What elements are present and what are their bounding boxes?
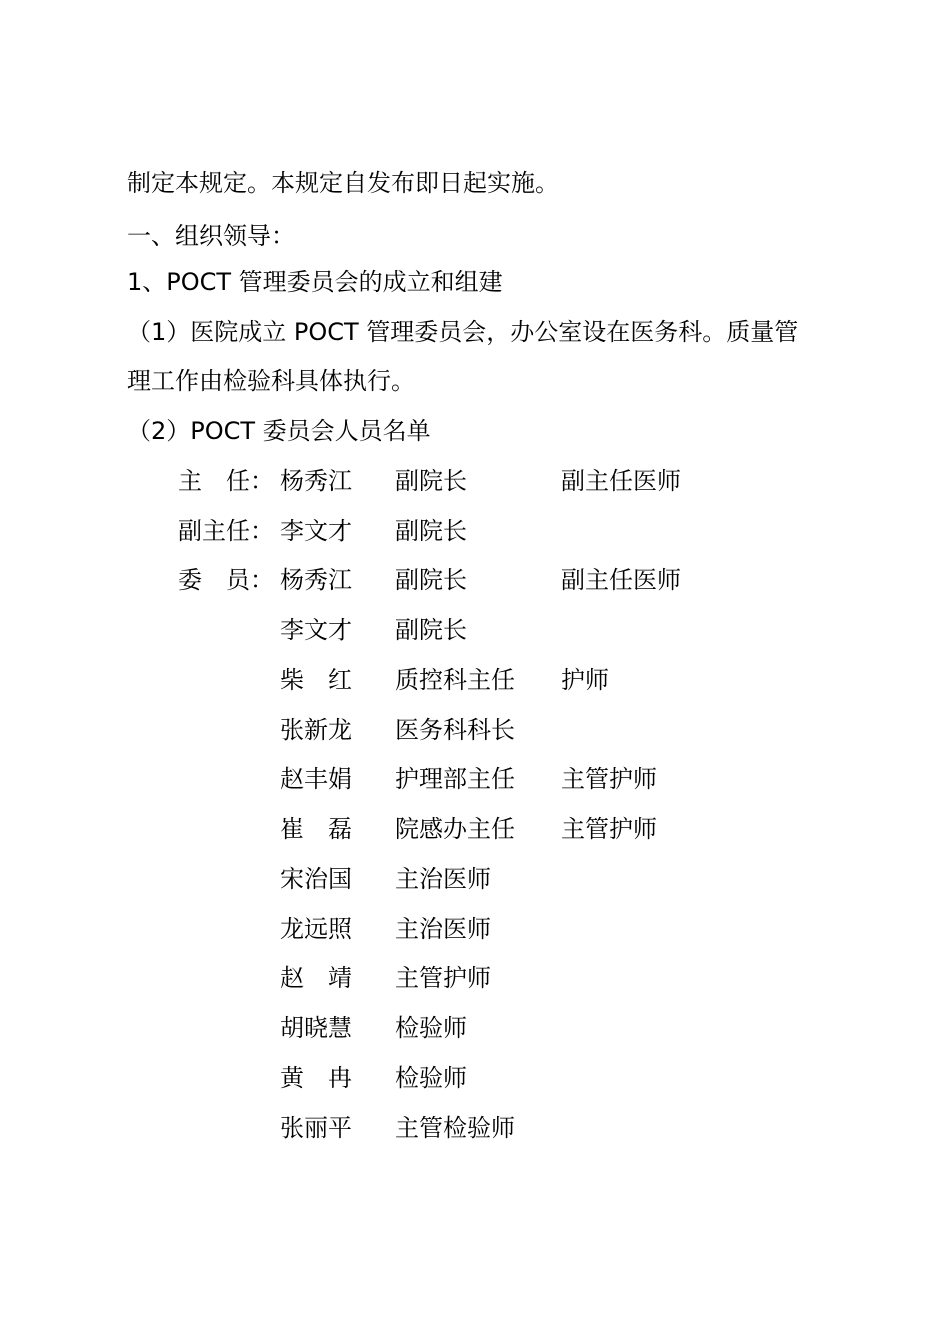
member-position: 主治医师 bbox=[395, 865, 491, 893]
member-title: 主管护师 bbox=[561, 815, 657, 843]
member-row bbox=[0, 1111, 950, 1145]
member-position: 副院长 bbox=[395, 566, 467, 594]
member-name: 赵丰娟 bbox=[280, 765, 352, 793]
member-position: 护理部主任 bbox=[395, 765, 515, 793]
member-role: 副主任： bbox=[178, 517, 274, 545]
member-row bbox=[0, 961, 950, 995]
member-name: 李文才 bbox=[280, 517, 352, 545]
paragraph-2-heading: （2）POCT 委员会人员名单 bbox=[127, 417, 431, 445]
member-title: 主管护师 bbox=[561, 765, 657, 793]
member-position: 质控科主任 bbox=[395, 666, 515, 694]
member-row bbox=[0, 1011, 950, 1045]
member-name: 张新龙 bbox=[280, 716, 352, 744]
subsection-heading: 1、POCT 管理委员会的成立和组建 bbox=[127, 268, 503, 296]
member-position: 副院长 bbox=[395, 517, 467, 545]
member-position: 主管检验师 bbox=[395, 1114, 515, 1142]
member-row bbox=[0, 862, 950, 896]
member-position: 检验师 bbox=[395, 1064, 467, 1092]
member-name: 宋治国 bbox=[280, 865, 352, 893]
member-position: 副院长 bbox=[395, 616, 467, 644]
member-row bbox=[0, 812, 950, 846]
member-position: 主管护师 bbox=[395, 964, 491, 992]
member-position: 主治医师 bbox=[395, 915, 491, 943]
member-name: 杨秀江 bbox=[280, 467, 352, 495]
member-name: 张丽平 bbox=[280, 1114, 352, 1142]
member-title: 副主任医师 bbox=[561, 566, 681, 594]
member-name: 龙远照 bbox=[280, 915, 352, 943]
member-position: 检验师 bbox=[395, 1014, 467, 1042]
member-row bbox=[0, 514, 950, 548]
member-role: 委 员： bbox=[178, 566, 274, 594]
member-name: 赵 靖 bbox=[280, 964, 352, 992]
member-name: 黄 冉 bbox=[280, 1064, 352, 1092]
member-row bbox=[0, 563, 950, 597]
paragraph-1-line-1: （1）医院成立 POCT 管理委员会，办公室设在医务科。质量管 bbox=[127, 318, 799, 346]
member-row bbox=[0, 613, 950, 647]
section-heading: 一、组织领导： bbox=[127, 222, 295, 250]
member-title: 护师 bbox=[561, 666, 609, 694]
member-name: 崔 磊 bbox=[280, 815, 352, 843]
member-row bbox=[0, 912, 950, 946]
member-row bbox=[0, 762, 950, 796]
member-name: 胡晓慧 bbox=[280, 1014, 352, 1042]
member-name: 柴 红 bbox=[280, 666, 352, 694]
member-position: 医务科科长 bbox=[395, 716, 515, 744]
intro-tail-text: 制定本规定。本规定自发布即日起实施。 bbox=[127, 169, 559, 197]
member-name: 杨秀江 bbox=[280, 566, 352, 594]
paragraph-1-line-2: 理工作由检验科具体执行。 bbox=[127, 367, 415, 395]
member-position: 副院长 bbox=[395, 467, 467, 495]
member-row bbox=[0, 1061, 950, 1095]
member-row bbox=[0, 663, 950, 697]
member-title: 副主任医师 bbox=[561, 467, 681, 495]
member-position: 院感办主任 bbox=[395, 815, 515, 843]
member-name: 李文才 bbox=[280, 616, 352, 644]
member-role: 主 任： bbox=[178, 467, 274, 495]
member-row bbox=[0, 713, 950, 747]
member-row bbox=[0, 464, 950, 498]
